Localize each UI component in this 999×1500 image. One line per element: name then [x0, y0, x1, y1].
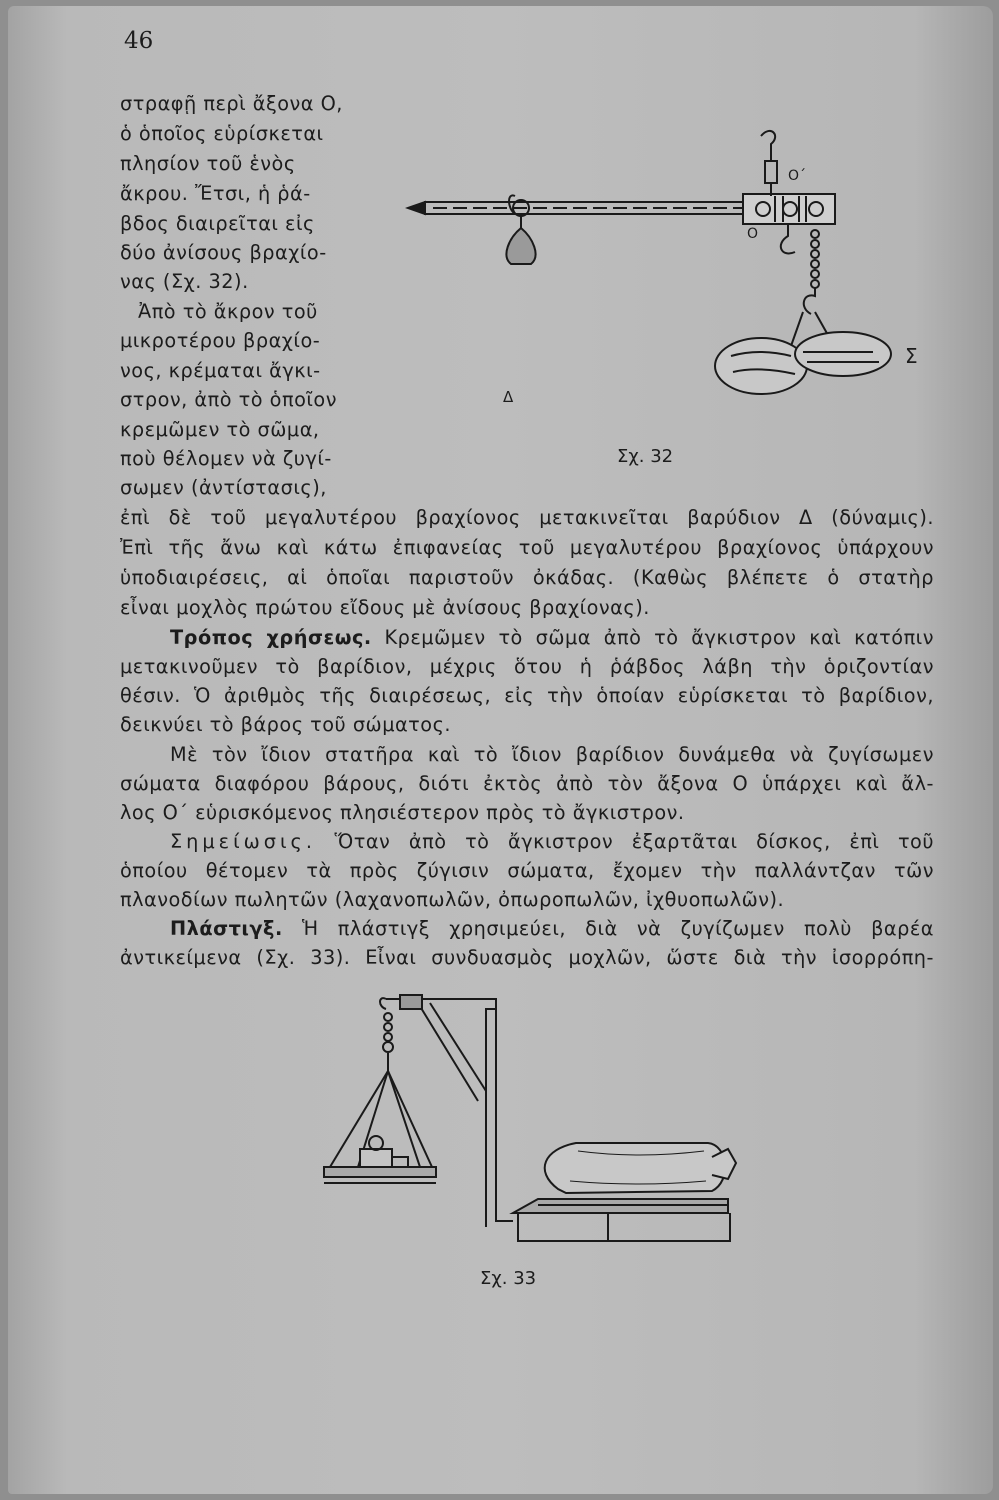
text-line: ὑποδιαιρέσεις, αἱ ὁποῖαι παριστοῦν ὀκάδας. (Καθὼς βλέπετε ὁ στατὴρ — [120, 566, 934, 589]
figure-32-steelyard — [403, 116, 923, 416]
text-line: μετακινοῦμεν τὸ βαρίδιον, μέχρις ὅτου ἡ ῥάβδος λάβη τὴν ὁριζοντίαν — [120, 655, 934, 678]
text-line: δεικνύει τὸ βάρος τοῦ σώματος. — [120, 713, 452, 736]
text-line: Ἐπὶ τῆς ἄνω καὶ κάτω ἐπιφανείας τοῦ μεγαλυτέρου βραχίονος ὑπάρχουν — [120, 536, 934, 559]
weight-delta — [506, 195, 535, 264]
text-line: δύο ἀνίσους βραχίο- — [120, 241, 327, 264]
figure-32-caption: Σχ. 32 — [617, 446, 674, 467]
text-line: ἄκρου. Ἔτσι, ἡ ῥά- — [120, 182, 311, 205]
text-line: εἶναι μοχλὸς πρώτου εἴδους μὲ ἀνίσους βραχίονας). — [120, 596, 650, 619]
text-line: βδος διαιρεῖται εἰς — [120, 212, 315, 235]
text-line: μικροτέρου βραχίο- — [120, 329, 321, 352]
chain — [804, 230, 819, 314]
text-line: ἐπὶ δὲ τοῦ μεγαλυτέρου βραχίονος μετακινεῖται βαρύδιον Δ (δύναμις). — [120, 506, 934, 529]
upper-hook — [761, 131, 777, 196]
text-line: ὁ ὁποῖος εὑρίσκεται — [120, 122, 324, 145]
figure-33-caption: Σχ. 33 — [480, 1268, 537, 1289]
text-line: ποὺ θέλομεν νὰ ζυγί- — [120, 447, 332, 470]
text-line: πλησίον τοῦ ἑνὸς — [120, 152, 296, 175]
label-sigma: Σ — [905, 344, 918, 368]
text-line: λος Ο΄ εὑρισκόμενος πλησιέστερον πρὸς τὸ ἄγκιστρον. — [120, 801, 685, 824]
text-line: Μὲ τὸν ἴδιον στατῆρα καὶ τὸ ἴδιον βαρίδιον δυνάμεθα νὰ ζυγίσωμεν — [170, 743, 934, 766]
sack — [545, 1143, 736, 1193]
text-line: θέσιν. Ὁ ἀριθμὸς τῆς διαιρέσεως, εἰς τὴν ὁποίαν εὑρίσκεται τὸ βαρίδιον, — [120, 684, 934, 707]
book-page — [8, 6, 993, 1494]
paragraph-usage — [170, 626, 934, 650]
text-line: σώματα διαφόρου βάρους, διότι ἐκτὸς ἀπὸ τὸν ἄξονα Ο ὑπάρχει καὶ ἄλ- — [120, 772, 934, 795]
label-axis-o: Ο — [747, 226, 759, 242]
hanging-pan — [324, 1053, 436, 1183]
text-span: Κρεμῶμεν τὸ σῶμα ἀπὸ τὸ ἄγκιστρον καὶ κατόπιν — [384, 626, 934, 649]
label-delta: Δ — [503, 388, 514, 406]
scale-column — [380, 995, 513, 1227]
steelyard-block — [743, 194, 835, 224]
steelyard-rod — [408, 202, 750, 214]
platform — [513, 1199, 730, 1241]
page-number: 46 — [124, 28, 154, 54]
figure-33-platform-scale — [308, 991, 768, 1261]
label-axis-o-prime: Ο΄ — [788, 168, 807, 184]
text-line: κρεμῶμεν τὸ σῶμα, — [120, 418, 320, 441]
text-line: στραφῇ περὶ ἄξονα Ο, — [120, 92, 343, 115]
text-line: πλανοδίων πωλητῶν (λαχανοπωλῶν, ὀπωροπωλῶν, ἰχθυοπωλῶν). — [120, 888, 785, 911]
text-span: Ὅταν ἀπὸ τὸ ἄγκιστρον ἐξαρτᾶται δίσκος, ἐπὶ τοῦ — [334, 830, 934, 853]
paragraph-platform-scale — [170, 917, 934, 941]
text-line: σωμεν (ἀντίστασις), — [120, 476, 327, 499]
text-line: νας (Σχ. 32). — [120, 270, 249, 293]
text-line: ὁποίου θέτομεν τὰ πρὸς ζύγισιν σώματα, ἔχομεν τὴν παλλάντζαν τῶν — [120, 859, 934, 882]
lower-hook — [781, 224, 795, 253]
text-span: Ἡ πλάστιγξ χρησιμεύει, διὰ νὰ ζυγίζωμεν πολὺ βαρέα — [301, 917, 934, 940]
scale-chain — [383, 1013, 393, 1052]
heading-note: Σημείωσις. — [170, 830, 316, 853]
paragraph-note — [170, 830, 934, 854]
text-line: Ἀπὸ τὸ ἄκρον τοῦ — [138, 300, 318, 323]
text-line: στρον, ἀπὸ τὸ ὁποῖον — [120, 388, 337, 411]
heading-usage: Τρόπος χρήσεως. — [170, 626, 372, 649]
heading-platform-scale: Πλάστιγξ. — [170, 917, 283, 940]
body-sack — [715, 312, 891, 394]
text-line: νος, κρέμαται ἄγκι- — [120, 359, 321, 382]
text-line: ἀντικείμενα (Σχ. 33). Εἶναι συνδυασμὸς μοχλῶν, ὥστε διὰ τὴν ἰσορρόπη- — [120, 946, 934, 969]
